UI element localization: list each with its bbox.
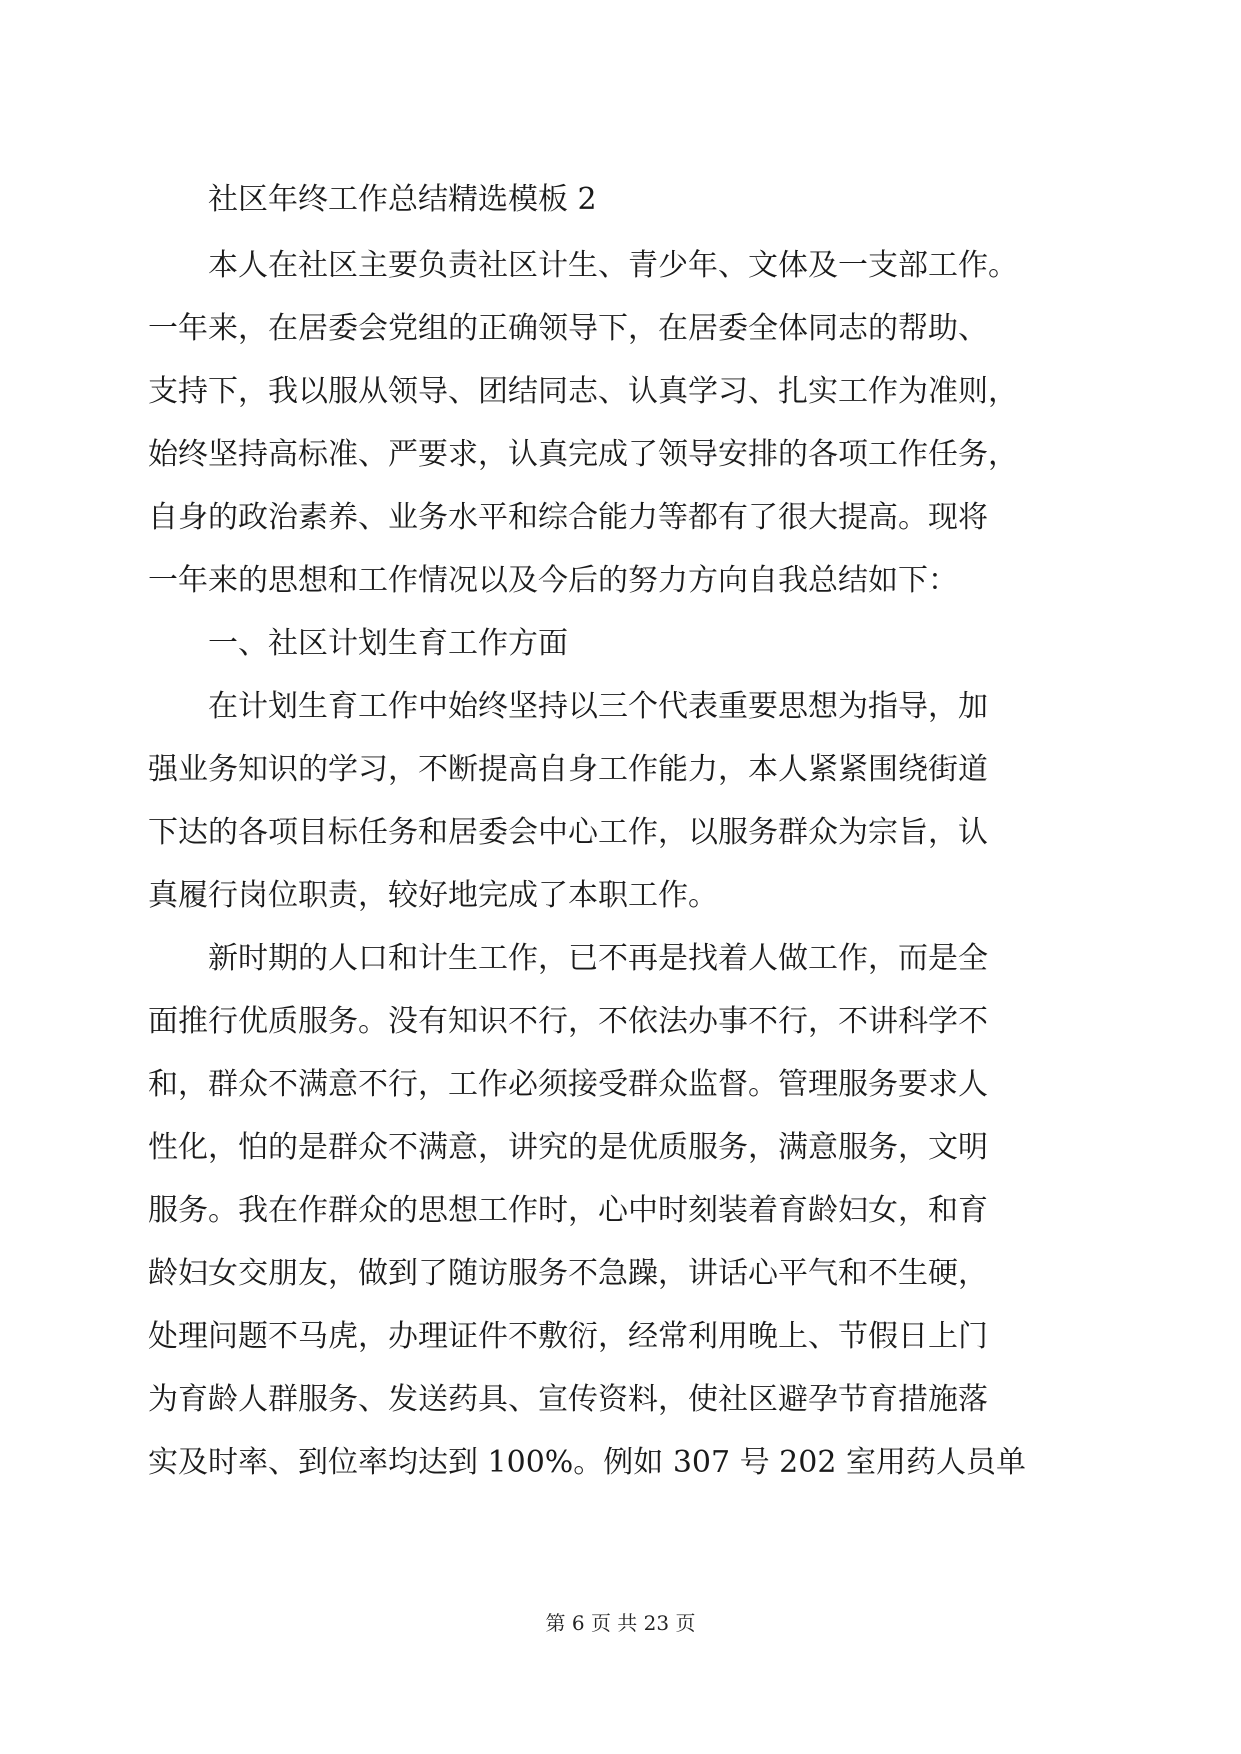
paragraph-line: 服务。我在作群众的思想工作时，心中时刻装着育龄妇女，和育 xyxy=(148,1193,988,1228)
paragraph-line: 支持下，我以服从领导、团结同志、认真学习、扎实工作为准则， xyxy=(148,374,1018,409)
paragraph-line: 性化，怕的是群众不满意，讲究的是优质服务，满意服务，文明 xyxy=(148,1130,988,1165)
paragraph-line: 新时期的人口和计生工作，已不再是找着人做工作，而是全 xyxy=(208,941,988,976)
paragraph-line: 始终坚持高标准、严要求，认真完成了领导安排的各项工作任务， xyxy=(148,437,1018,472)
paragraph-line: 一年来的思想和工作情况以及今后的努力方向自我总结如下： xyxy=(148,563,958,598)
paragraph-line: 一年来，在居委会党组的正确领导下，在居委全体同志的帮助、 xyxy=(148,311,988,346)
paragraph-line: 本人在社区主要负责社区计生、青少年、文体及一支部工作。 xyxy=(208,248,1018,283)
paragraph-line: 强业务知识的学习，不断提高自身工作能力，本人紧紧围绕街道 xyxy=(148,752,988,787)
paragraph-line: 在计划生育工作中始终坚持以三个代表重要思想为指导，加 xyxy=(208,689,988,724)
paragraph-line: 真履行岗位职责，较好地完成了本职工作。 xyxy=(148,878,718,913)
paragraph-line: 为育龄人群服务、发送药具、宣传资料，使社区避孕节育措施落 xyxy=(148,1382,988,1417)
page-number: 第 6 页 共 23 页 xyxy=(545,1611,696,1635)
paragraph-line: 和，群众不满意不行，工作必须接受群众监督。管理服务要求人 xyxy=(148,1067,988,1102)
paragraph-line: 龄妇女交朋友，做到了随访服务不急躁，讲话心平气和不生硬， xyxy=(148,1256,988,1291)
paragraph-line: 实及时率、到位率均达到 100%。例如 307 号 202 室用药人员单 xyxy=(148,1445,1026,1480)
paragraph-line: 处理问题不马虎，办理证件不敷衍，经常利用晚上、节假日上门 xyxy=(148,1319,988,1354)
paragraph-line: 自身的政治素养、业务水平和综合能力等都有了很大提高。现将 xyxy=(148,500,988,535)
paragraph-line: 面推行优质服务。没有知识不行，不依法办事不行，不讲科学不 xyxy=(148,1004,988,1039)
paragraph-line: 下达的各项目标任务和居委会中心工作，以服务群众为宗旨，认 xyxy=(148,815,988,850)
section-heading: 一、社区计划生育工作方面 xyxy=(208,626,568,661)
doc-title: 社区年终工作总结精选模板 2 xyxy=(208,182,597,217)
